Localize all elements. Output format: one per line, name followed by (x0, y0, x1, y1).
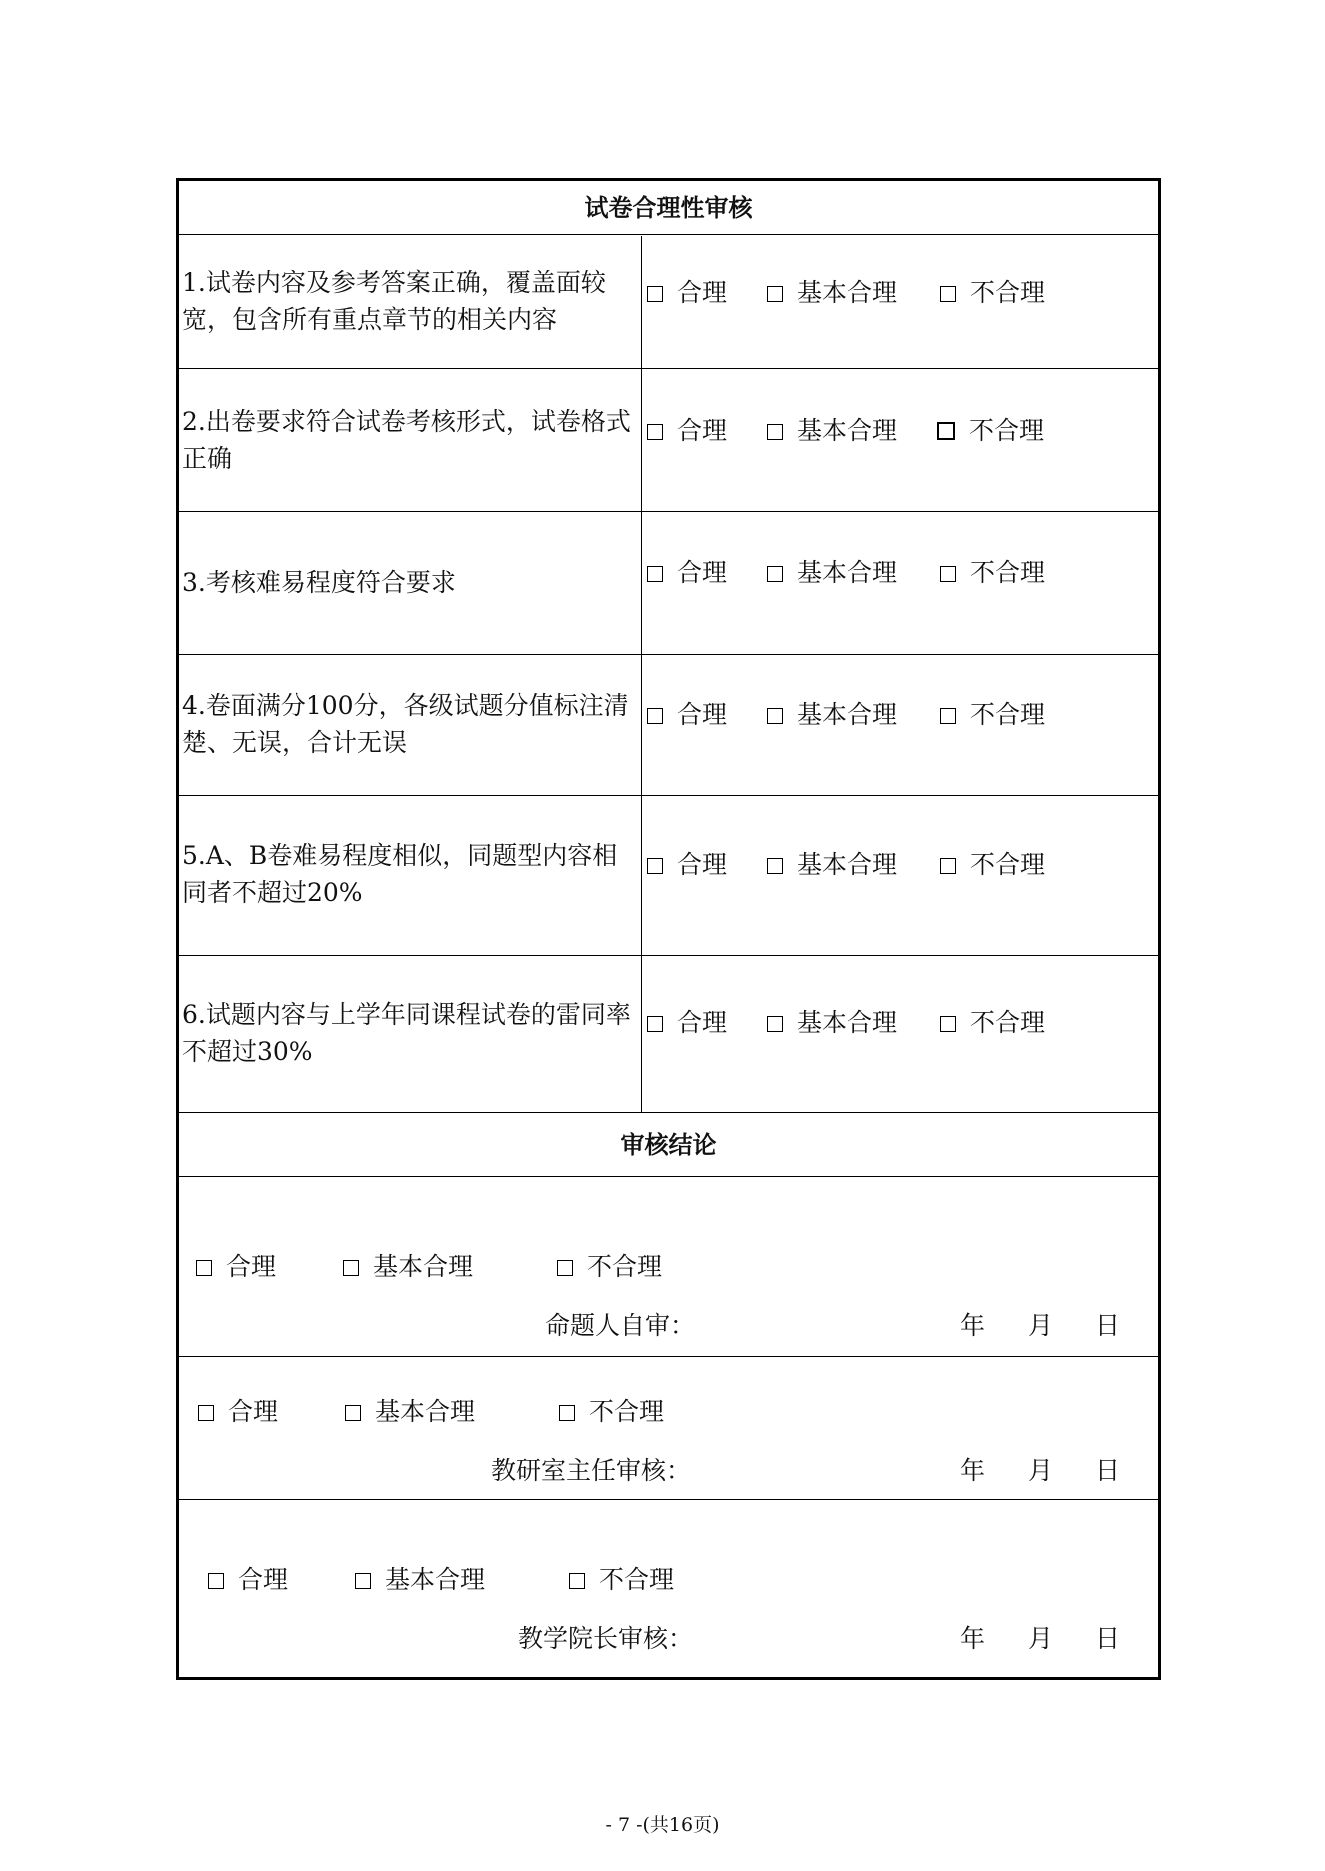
option-label: 合理 (238, 1565, 289, 1594)
checkbox-icon[interactable] (345, 1405, 361, 1421)
date-month: 月 (1028, 1456, 1054, 1485)
date-month: 月 (1028, 1624, 1054, 1653)
option-reasonable[interactable] (647, 278, 727, 308)
option-label: 不合理 (970, 700, 1046, 729)
option-label: 不合理 (970, 1008, 1046, 1037)
option-mostly-reasonable[interactable] (767, 278, 897, 308)
option-label: 不合理 (969, 416, 1045, 445)
option-unreasonable[interactable] (940, 700, 1045, 730)
checkbox-icon[interactable] (767, 286, 783, 302)
checkbox-icon[interactable] (559, 1405, 575, 1421)
signer-label-dean: 教学院长审核： (518, 1624, 694, 1653)
checkbox-icon[interactable] (343, 1260, 359, 1276)
checkbox-icon[interactable] (940, 566, 956, 582)
checkbox-icon[interactable] (767, 566, 783, 582)
option-reasonable[interactable] (647, 558, 727, 588)
criterion-4-text: 4.卷面满分100分，各级试题分值标注清楚、无误，合计无误 (182, 691, 629, 757)
option-reasonable[interactable] (647, 1008, 727, 1038)
option-mostly-reasonable[interactable] (355, 1565, 485, 1595)
option-label: 基本合理 (797, 850, 898, 879)
date-year: 年 (960, 1624, 986, 1653)
option-label: 不合理 (970, 558, 1046, 587)
column-divider (641, 236, 642, 1113)
option-unreasonable[interactable] (940, 278, 1045, 308)
option-label: 合理 (677, 278, 728, 307)
criterion-6-text: 6.试题内容与上学年同课程试卷的雷同率不超过30% (182, 1000, 631, 1066)
option-reasonable[interactable] (196, 1252, 276, 1282)
row-divider (179, 654, 1158, 655)
checkbox-icon[interactable] (767, 858, 783, 874)
option-mostly-reasonable[interactable] (767, 416, 897, 446)
row-divider (179, 1356, 1158, 1357)
row-divider (179, 234, 1158, 235)
checkbox-icon[interactable] (940, 286, 956, 302)
row-divider (179, 1112, 1158, 1113)
checkbox-icon[interactable] (198, 1405, 214, 1421)
date-month: 月 (1028, 1311, 1054, 1340)
option-unreasonable[interactable] (940, 1008, 1045, 1038)
option-reasonable[interactable] (208, 1565, 288, 1595)
option-label: 不合理 (589, 1397, 665, 1426)
date-day: 日 (1095, 1624, 1121, 1653)
option-mostly-reasonable[interactable] (343, 1252, 473, 1282)
checkbox-icon[interactable] (940, 708, 956, 724)
checkbox-icon[interactable] (937, 422, 955, 440)
checkbox-icon[interactable] (647, 1016, 663, 1032)
option-unreasonable[interactable] (557, 1252, 662, 1282)
option-label: 合理 (228, 1397, 279, 1426)
checkbox-icon[interactable] (355, 1573, 371, 1589)
option-label: 基本合理 (797, 416, 898, 445)
checkbox-icon[interactable] (940, 858, 956, 874)
option-label: 不合理 (970, 278, 1046, 307)
option-reasonable[interactable] (647, 700, 727, 730)
option-label: 基本合理 (797, 1008, 898, 1037)
option-mostly-reasonable[interactable] (767, 700, 897, 730)
row-divider (179, 1176, 1158, 1177)
checkbox-icon[interactable] (647, 708, 663, 724)
form-title: 试卷合理性审核 (584, 194, 753, 222)
checkbox-icon[interactable] (767, 424, 783, 440)
conclusion-title: 审核结论 (620, 1131, 717, 1159)
criterion-2-text: 2.出卷要求符合试卷考核形式，试卷格式正确 (182, 407, 631, 473)
option-label: 合理 (677, 416, 728, 445)
checkbox-icon[interactable] (569, 1573, 585, 1589)
date-day: 日 (1095, 1311, 1121, 1340)
checkbox-icon[interactable] (647, 566, 663, 582)
option-label: 合理 (677, 850, 728, 879)
option-label: 合理 (226, 1252, 277, 1281)
page-number: - 7 -(共16页) (605, 1814, 720, 1836)
option-mostly-reasonable[interactable] (767, 1008, 897, 1038)
checkbox-icon[interactable] (647, 286, 663, 302)
option-label: 合理 (677, 700, 728, 729)
option-unreasonable[interactable] (937, 416, 1044, 446)
option-mostly-reasonable[interactable] (767, 558, 897, 588)
checkbox-icon[interactable] (767, 1016, 783, 1032)
option-label: 基本合理 (797, 558, 898, 587)
date-day: 日 (1095, 1456, 1121, 1485)
criterion-5-text: 5.A、B卷难易程度相似，同题型内容相同者不超过20% (182, 841, 618, 907)
option-mostly-reasonable[interactable] (767, 850, 897, 880)
option-label: 合理 (677, 1008, 728, 1037)
row-divider (179, 795, 1158, 796)
date-year: 年 (960, 1311, 986, 1340)
criterion-3-text: 3.考核难易程度符合要求 (182, 568, 456, 597)
option-unreasonable[interactable] (559, 1397, 664, 1427)
checkbox-icon[interactable] (557, 1260, 573, 1276)
option-label: 不合理 (970, 850, 1046, 879)
option-mostly-reasonable[interactable] (345, 1397, 475, 1427)
option-label: 基本合理 (797, 278, 898, 307)
option-reasonable[interactable] (647, 850, 727, 880)
option-label: 基本合理 (373, 1252, 474, 1281)
option-label: 基本合理 (375, 1397, 476, 1426)
row-divider (179, 1499, 1158, 1500)
review-form-table (176, 178, 1161, 1680)
option-label: 不合理 (599, 1565, 675, 1594)
checkbox-icon[interactable] (940, 1016, 956, 1032)
option-label: 不合理 (587, 1252, 663, 1281)
row-divider (179, 368, 1158, 369)
option-unreasonable[interactable] (940, 558, 1045, 588)
option-reasonable[interactable] (198, 1397, 278, 1427)
criterion-1-text: 1.试卷内容及参考答案正确，覆盖面较宽，包含所有重点章节的相关内容 (182, 268, 606, 334)
option-unreasonable[interactable] (940, 850, 1045, 880)
option-label: 基本合理 (797, 700, 898, 729)
checkbox-icon[interactable] (196, 1260, 212, 1276)
option-label: 合理 (677, 558, 728, 587)
checkbox-icon[interactable] (647, 424, 663, 440)
row-divider (179, 511, 1158, 512)
date-year: 年 (960, 1456, 986, 1485)
option-label: 基本合理 (385, 1565, 486, 1594)
row-divider (179, 955, 1158, 956)
checkbox-icon[interactable] (647, 858, 663, 874)
option-reasonable[interactable] (647, 416, 727, 446)
checkbox-icon[interactable] (208, 1573, 224, 1589)
signer-label-self: 命题人自审： (545, 1311, 696, 1340)
option-unreasonable[interactable] (569, 1565, 674, 1595)
checkbox-icon[interactable] (767, 708, 783, 724)
signer-label-dept-head: 教研室主任审核： (491, 1456, 692, 1485)
